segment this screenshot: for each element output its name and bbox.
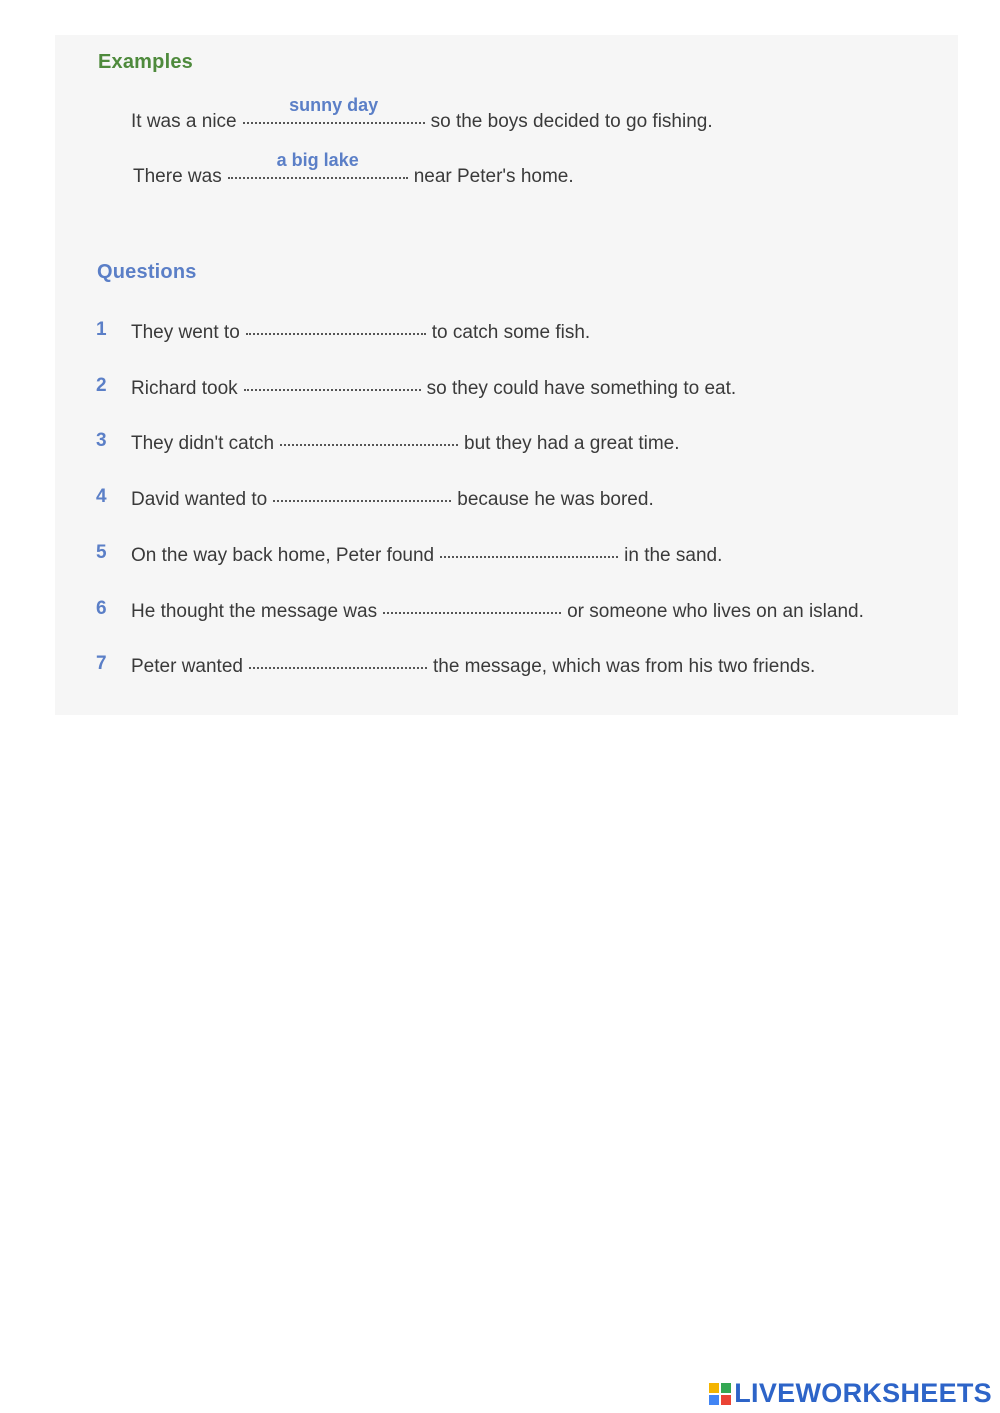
question-1-after: to catch some fish. (431, 322, 591, 343)
question-5-before: On the way back home, Peter found (131, 545, 435, 566)
example-1-after: so the boys decided to go fishing. (430, 111, 713, 132)
liveworksheets-logo-icon (709, 1383, 731, 1405)
question-7-after: the message, which was from his two friends. (432, 656, 816, 677)
question-2-after: so they could have something to eat. (426, 378, 737, 399)
question-2 (131, 374, 736, 401)
question-6-after: or someone who lives on an island. (567, 601, 864, 622)
question-1-answer-input[interactable] (246, 318, 426, 338)
question-6 (131, 597, 864, 624)
question-1 (131, 318, 590, 345)
question-3-after: but they had a great time. (464, 433, 680, 454)
question-7-answer-input[interactable] (249, 652, 427, 672)
example-2-answer: a big lake (276, 150, 359, 170)
question-3-answer-input[interactable] (280, 429, 458, 449)
examples-heading: Examples (98, 51, 193, 73)
example-sentence-2 (133, 150, 574, 189)
question-4-before: David wanted to (131, 489, 268, 510)
question-4-number: 4 (96, 486, 107, 507)
questions-heading: Questions (97, 261, 197, 283)
brand-name: LIVEWORKSHEETS (734, 1378, 992, 1408)
question-5-number: 5 (96, 542, 107, 563)
question-5 (131, 541, 722, 568)
question-5-after: in the sand. (624, 545, 723, 566)
question-4 (131, 485, 654, 512)
example-1-before: It was a nice (131, 111, 237, 132)
question-4-answer-input[interactable] (273, 485, 451, 505)
example-sentence-1 (131, 95, 713, 134)
question-2-answer-input[interactable] (244, 374, 421, 394)
question-3 (131, 429, 680, 456)
example-2-gap (228, 150, 408, 182)
question-6-number: 6 (96, 598, 107, 619)
question-6-answer-input[interactable] (383, 597, 561, 617)
liveworksheets-brand[interactable] (709, 1378, 992, 1409)
question-2-before: Richard took (131, 378, 238, 399)
question-5-answer-input[interactable] (440, 541, 618, 561)
example-1-gap (243, 95, 425, 127)
question-2-number: 2 (96, 375, 107, 396)
example-2-before: There was (133, 166, 222, 187)
logo-square-1 (709, 1383, 719, 1393)
example-1-answer: sunny day (289, 95, 379, 115)
question-1-before: They went to (131, 322, 240, 343)
logo-square-2 (721, 1383, 731, 1393)
question-7-number: 7 (96, 653, 107, 674)
question-7-before: Peter wanted (131, 656, 243, 677)
question-3-before: They didn't catch (131, 433, 275, 454)
worksheet-panel (55, 35, 958, 715)
logo-square-4 (721, 1395, 731, 1405)
question-4-after: because he was bored. (457, 489, 654, 510)
question-3-number: 3 (96, 430, 107, 451)
logo-square-3 (709, 1395, 719, 1405)
question-7 (131, 652, 815, 679)
question-6-before: He thought the message was (131, 601, 378, 622)
question-1-number: 1 (96, 319, 107, 340)
example-2-after: near Peter's home. (413, 166, 574, 187)
